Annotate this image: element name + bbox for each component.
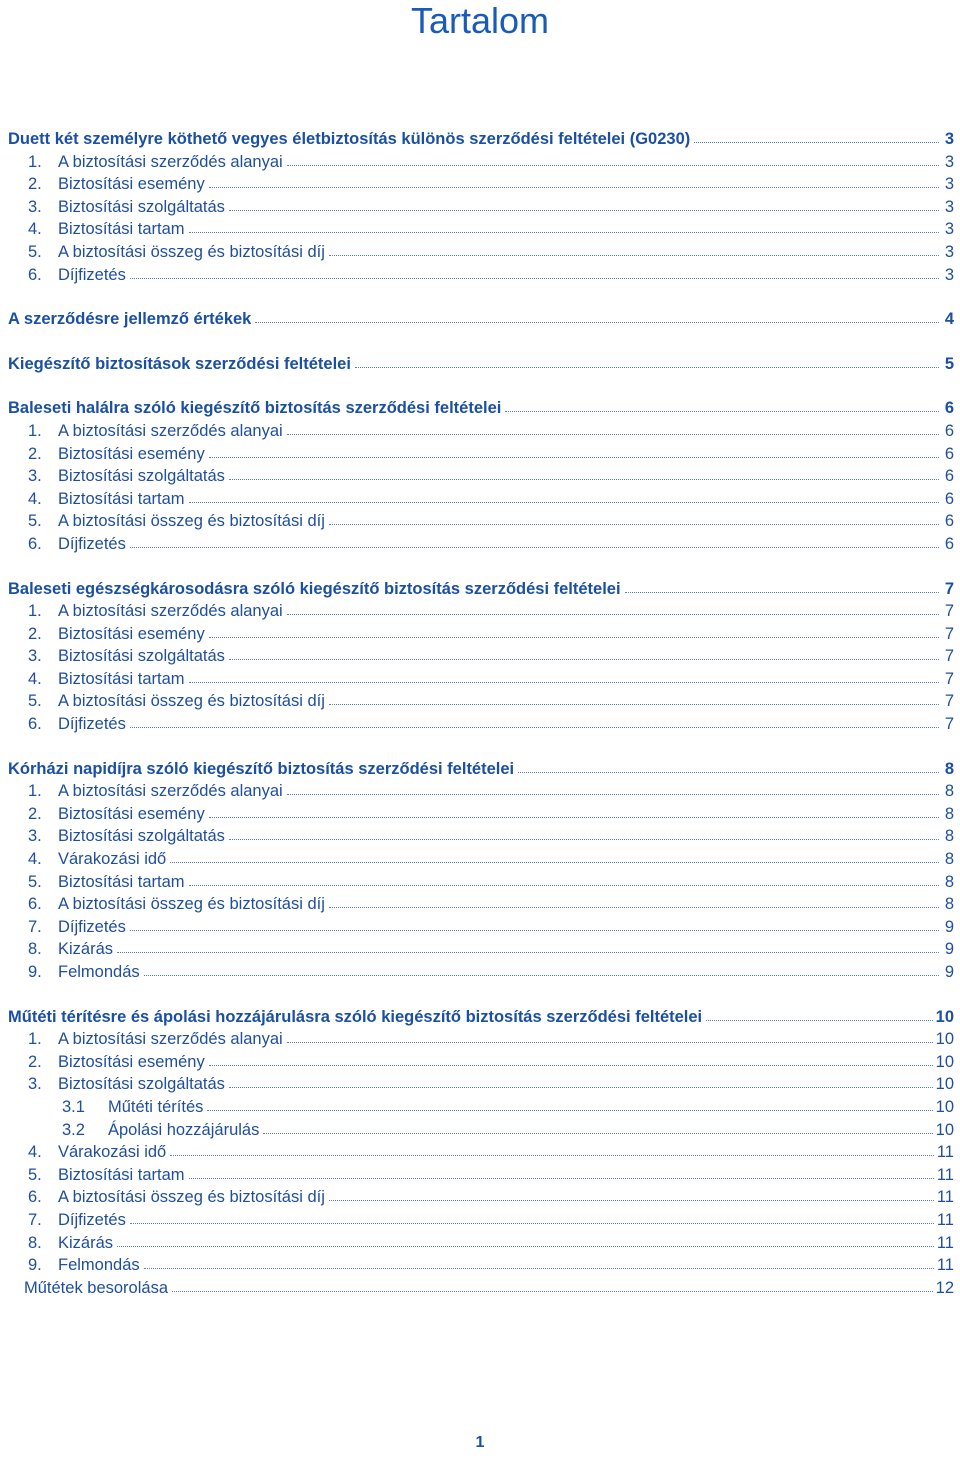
toc-entry-label: Biztosítási esemény [58,175,205,194]
toc-entry-label: Biztosítási szolgáltatás [58,827,225,846]
toc-heading-page: 6 [944,399,954,418]
toc-entry-label: Felmondás [58,963,140,981]
toc-heading-label: Műtéti térítésre és ápolási hozzájárulásra szóló kiegészítő biztosítás szerződési feltételei [8,1007,703,1026]
toc-entry-link[interactable] [8,264,954,287]
toc-entry-page: 3 [944,220,954,239]
toc-entry-label: Kizárás [58,940,114,959]
toc-entry-number: 4. [28,850,42,869]
dot-leader [287,151,939,166]
toc-entry-page: 9 [944,963,954,981]
toc-entry-number: 2. [28,1052,42,1071]
toc-entry-label: A biztosítási összeg és biztosítási díj [58,895,325,914]
toc-entry-label: A biztosítási szerződés alanyai [58,782,283,801]
toc-entry-number: 3.1 [62,1097,85,1116]
toc-entry-page: 10 [935,1030,954,1049]
dot-leader [706,1006,932,1021]
toc-heading-link[interactable] [8,128,954,151]
toc-entry-label: A biztosítási összeg és biztosítási díj [58,242,325,261]
toc-entry-label: A biztosítási összeg és biztosítási díj [58,692,325,711]
dot-leader [209,623,939,638]
dot-leader [329,510,939,525]
toc-entry-page: 3 [944,265,954,284]
toc-section [8,308,954,331]
toc-entry-label: A biztosítási összeg és biztosítási díj [58,512,325,531]
dot-leader [130,1209,934,1224]
dot-leader [189,218,939,233]
toc-entry-link[interactable] [8,1254,954,1277]
toc-entry-label: Díjfizetés [58,1210,126,1229]
toc-entry-link[interactable] [8,713,954,736]
dot-leader [229,465,939,480]
toc-entry-page: 11 [936,1233,954,1252]
toc-entry-page: 8 [944,782,954,801]
toc-entry-number: 6. [28,1188,42,1207]
dot-leader [255,308,939,323]
toc-entry-page: 7 [944,669,954,688]
toc-entry-number: 4. [28,220,42,239]
toc-entry-page: 11 [936,1210,954,1229]
page-title: Tartalom [410,0,550,41]
dot-leader [209,803,939,818]
toc-entry-link[interactable] [8,600,954,623]
dot-leader [229,825,939,840]
toc-heading-link[interactable] [8,353,954,376]
toc-entry-link[interactable] [8,668,954,691]
toc-entry-number: 3. [28,827,42,846]
toc-entry-page: 6 [944,512,954,531]
toc-entry-link[interactable] [8,871,954,894]
toc-entry-link[interactable] [8,510,954,533]
toc-entry-number: 3. [28,647,42,666]
toc-entry-page: 7 [944,647,954,666]
toc-entry-number: 2. [28,624,42,643]
toc-heading-page: 5 [944,354,954,373]
page-number: 1 [475,1434,485,1451]
toc-entry-label: Biztosítási esemény [58,804,205,823]
toc-entry-page: 10 [935,1120,954,1139]
toc-heading-page: 4 [944,310,954,329]
toc-entry-link[interactable] [8,825,954,848]
toc-entry-number: 6. [28,534,42,553]
toc-heading-page: 7 [944,579,954,598]
toc-entry-page: 11 [936,1188,954,1207]
toc-entry-number: 2. [28,804,42,823]
toc-heading-label: Baleseti egészségkárosodásra szóló kiegészítő biztosítás szerződési feltételei [8,579,621,598]
toc-entry-label: A biztosítási szerződés alanyai [58,1030,283,1049]
toc-entry-page: 6 [944,444,954,463]
table-of-contents [8,128,954,1321]
toc-entry-page: 11 [936,1256,954,1275]
toc-entry-number: 5. [28,242,42,261]
toc-entry-number: 3. [28,1075,42,1094]
toc-entry-label: Biztosítási szolgáltatás [58,197,225,216]
toc-entry-link[interactable] [8,1051,954,1074]
toc-entry-link[interactable] [8,780,954,803]
toc-entry-page: 6 [944,467,954,486]
toc-entry-page: 10 [935,1052,954,1071]
toc-entry-page: 10 [935,1097,954,1116]
toc-heading-page: 10 [935,1007,954,1026]
toc-entry-link[interactable] [8,151,954,174]
toc-entry-link[interactable] [8,443,954,466]
toc-entry-page: 12 [935,1278,954,1297]
toc-heading-label: Duett két személyre köthető vegyes életbiztosítás különös szerződési feltételei (G0230) [8,130,691,148]
toc-entry-page: 7 [944,692,954,711]
toc-heading-link[interactable] [8,758,954,781]
toc-entry-label: Díjfizetés [58,917,126,936]
dot-leader [207,1096,932,1111]
toc-entry-link[interactable] [8,916,954,939]
toc-entry-link[interactable] [8,623,954,646]
toc-entry-number: 2. [28,175,42,194]
dot-leader [694,128,939,143]
dot-leader [329,1186,934,1201]
toc-entry-link[interactable] [8,893,954,916]
dot-leader [170,848,939,863]
dot-leader [130,533,939,548]
dot-leader [263,1119,932,1134]
toc-entry-label: Felmondás [58,1256,140,1275]
toc-entry-link[interactable] [8,196,954,219]
toc-entry-page: 8 [944,850,954,869]
toc-heading-label: A szerződésre jellemző értékek [8,310,252,329]
toc-entry-number: 4. [28,669,42,688]
dot-leader [130,916,939,931]
toc-entry-label: A biztosítási összeg és biztosítási díj [58,1188,325,1207]
toc-entry-label: Ápolási hozzájárulás [108,1120,260,1139]
toc-entry-label: Biztosítási esemény [58,444,205,463]
toc-entry-number: 8. [28,940,42,959]
toc-heading-link[interactable] [8,578,954,601]
toc-entry-number: 6. [28,895,42,914]
toc-entry-link[interactable] [8,218,954,241]
dot-leader [287,600,939,615]
toc-entry-label: Biztosítási tartam [58,872,185,891]
toc-section [8,353,954,376]
toc-entry-link[interactable] [8,533,954,556]
toc-entry-link[interactable] [8,420,954,443]
toc-entry-number: 3. [28,197,42,216]
toc-entry-link[interactable] [8,1232,954,1255]
toc-entry-page: 6 [944,489,954,508]
dot-leader [209,443,939,458]
toc-entry-page: 3 [944,152,954,171]
toc-entry-label: Várakozási idő [58,1143,167,1162]
toc-entry-label: Biztosítási szolgáltatás [58,467,225,486]
toc-entry-number: 3. [28,467,42,486]
toc-entry-number: 4. [28,489,42,508]
dot-leader [229,1073,933,1088]
dot-leader [625,578,939,593]
toc-entry-number: 9. [28,1256,42,1275]
dot-leader [287,420,939,435]
toc-entry-link[interactable] [8,1096,954,1119]
dot-leader [130,713,939,728]
dot-leader [505,397,939,412]
toc-entry-label: Biztosítási esemény [58,1052,205,1071]
toc-entry-page: 6 [944,534,954,553]
toc-heading-link[interactable] [8,397,954,420]
toc-entry-page: 9 [944,940,954,959]
toc-entry-number: 1. [28,782,42,801]
dot-leader [209,1051,933,1066]
dot-leader [229,196,939,211]
toc-section [8,397,954,555]
toc-entry-number: 1. [28,1030,42,1049]
dot-leader [209,173,939,188]
toc-entry-page: 3 [944,242,954,261]
toc-entry-label: Biztosítási esemény [58,624,205,643]
dot-leader [144,1254,934,1269]
toc-entry-link[interactable] [8,1141,954,1164]
dot-leader [170,1141,934,1156]
toc-entry-page: 11 [936,1165,954,1184]
toc-entry-link[interactable] [8,961,954,984]
toc-entry-number: 5. [28,1165,42,1184]
toc-entry-page: 8 [944,872,954,891]
toc-heading-label: Kórházi napidíjra szóló kiegészítő biztosítás szerződési feltételei [8,759,515,778]
toc-entry-number: 3.2 [62,1120,85,1139]
dot-leader [172,1277,933,1292]
toc-entry-link[interactable] [8,1277,954,1300]
toc-entry-link[interactable] [8,645,954,668]
toc-entry-label: Kizárás [58,1233,114,1252]
toc-entry-number: 1. [28,602,42,621]
dot-leader [189,488,939,503]
dot-leader [117,938,939,953]
toc-entry-number: 1. [28,421,42,440]
toc-entry-label: Várakozási idő [58,850,167,869]
toc-entry-page: 3 [944,197,954,216]
toc-section [8,128,954,286]
toc-entry-page: 8 [944,804,954,823]
toc-entry-number: 5. [28,692,42,711]
toc-entry-label: A biztosítási szerződés alanyai [58,421,283,440]
toc-entry-link[interactable] [8,173,954,196]
toc-entry-label: Biztosítási szolgáltatás [58,647,225,666]
dot-leader [287,780,939,795]
toc-entry-label: Biztosítási tartam [58,1165,185,1184]
toc-entry-label: A biztosítási szerződés alanyai [58,602,283,621]
dot-leader [355,353,939,368]
toc-entry-page: 9 [944,917,954,936]
toc-entry-link[interactable] [8,690,954,713]
toc-entry-number: 5. [28,512,42,531]
toc-entry-label: Díjfizetés [58,715,126,734]
toc-entry-number: 6. [28,715,42,734]
toc-heading-page: 8 [944,759,954,778]
toc-section [8,758,954,984]
dot-leader [518,758,939,773]
toc-entry-link[interactable] [8,803,954,826]
dot-leader [130,264,939,279]
toc-entry-page: 11 [936,1143,954,1162]
dot-leader [117,1232,934,1247]
toc-entry-page: 8 [944,895,954,914]
toc-section [8,1006,954,1300]
toc-entry-label: Biztosítási tartam [58,669,185,688]
toc-entry-number: 9. [28,963,42,981]
toc-section [8,578,954,736]
toc-entry-label: Biztosítási szolgáltatás [58,1075,225,1094]
toc-entry-link[interactable] [8,848,954,871]
dot-leader [329,241,939,256]
toc-heading-label: Kiegészítő biztosítások szerződési feltételei [8,354,351,373]
dot-leader [144,961,939,976]
toc-entry-page: 7 [944,602,954,621]
toc-entry-page: 10 [935,1075,954,1094]
toc-entry-number: 2. [28,444,42,463]
toc-entry-label: Műtétek besorolása [24,1278,168,1297]
toc-entry-link[interactable] [8,1073,954,1096]
toc-entry-number: 4. [28,1143,42,1162]
toc-entry-label: Díjfizetés [58,534,126,553]
toc-heading-page: 3 [944,130,954,148]
dot-leader [287,1028,933,1043]
toc-entry-page: 8 [944,827,954,846]
toc-entry-label: Biztosítási tartam [58,220,185,239]
toc-entry-link[interactable] [8,938,954,961]
toc-entry-link[interactable] [8,241,954,264]
dot-leader [189,1164,934,1179]
toc-entry-number: 1. [28,152,42,171]
toc-entry-link[interactable] [8,1186,954,1209]
dot-leader [329,893,939,908]
dot-leader [329,690,939,705]
toc-entry-page: 3 [944,175,954,194]
toc-entry-label: Biztosítási tartam [58,489,185,508]
dot-leader [189,668,939,683]
toc-entry-link[interactable] [8,465,954,488]
toc-entry-number: 7. [28,1210,42,1229]
toc-entry-link[interactable] [8,1164,954,1187]
toc-entry-page: 7 [944,624,954,643]
toc-entry-link[interactable] [8,488,954,511]
toc-entry-page: 6 [944,421,954,440]
dot-leader [229,645,939,660]
toc-entry-number: 6. [28,265,42,284]
toc-heading-link[interactable] [8,1006,954,1029]
toc-entry-number: 7. [28,917,42,936]
toc-entry-link[interactable] [8,1028,954,1051]
toc-entry-number: 5. [28,872,42,891]
toc-entry-label: Díjfizetés [58,265,126,284]
toc-entry-label: Műtéti térítés [108,1097,204,1116]
toc-heading-label: Baleseti halálra szóló kiegészítő biztosítás szerződési feltételei [8,399,502,418]
toc-entry-link[interactable] [8,1209,954,1232]
toc-heading-link[interactable] [8,308,954,331]
toc-entry-link[interactable] [8,1119,954,1142]
toc-entry-label: A biztosítási szerződés alanyai [58,152,283,171]
toc-entry-number: 8. [28,1233,42,1252]
toc-entry-page: 7 [944,715,954,734]
dot-leader [189,871,939,886]
